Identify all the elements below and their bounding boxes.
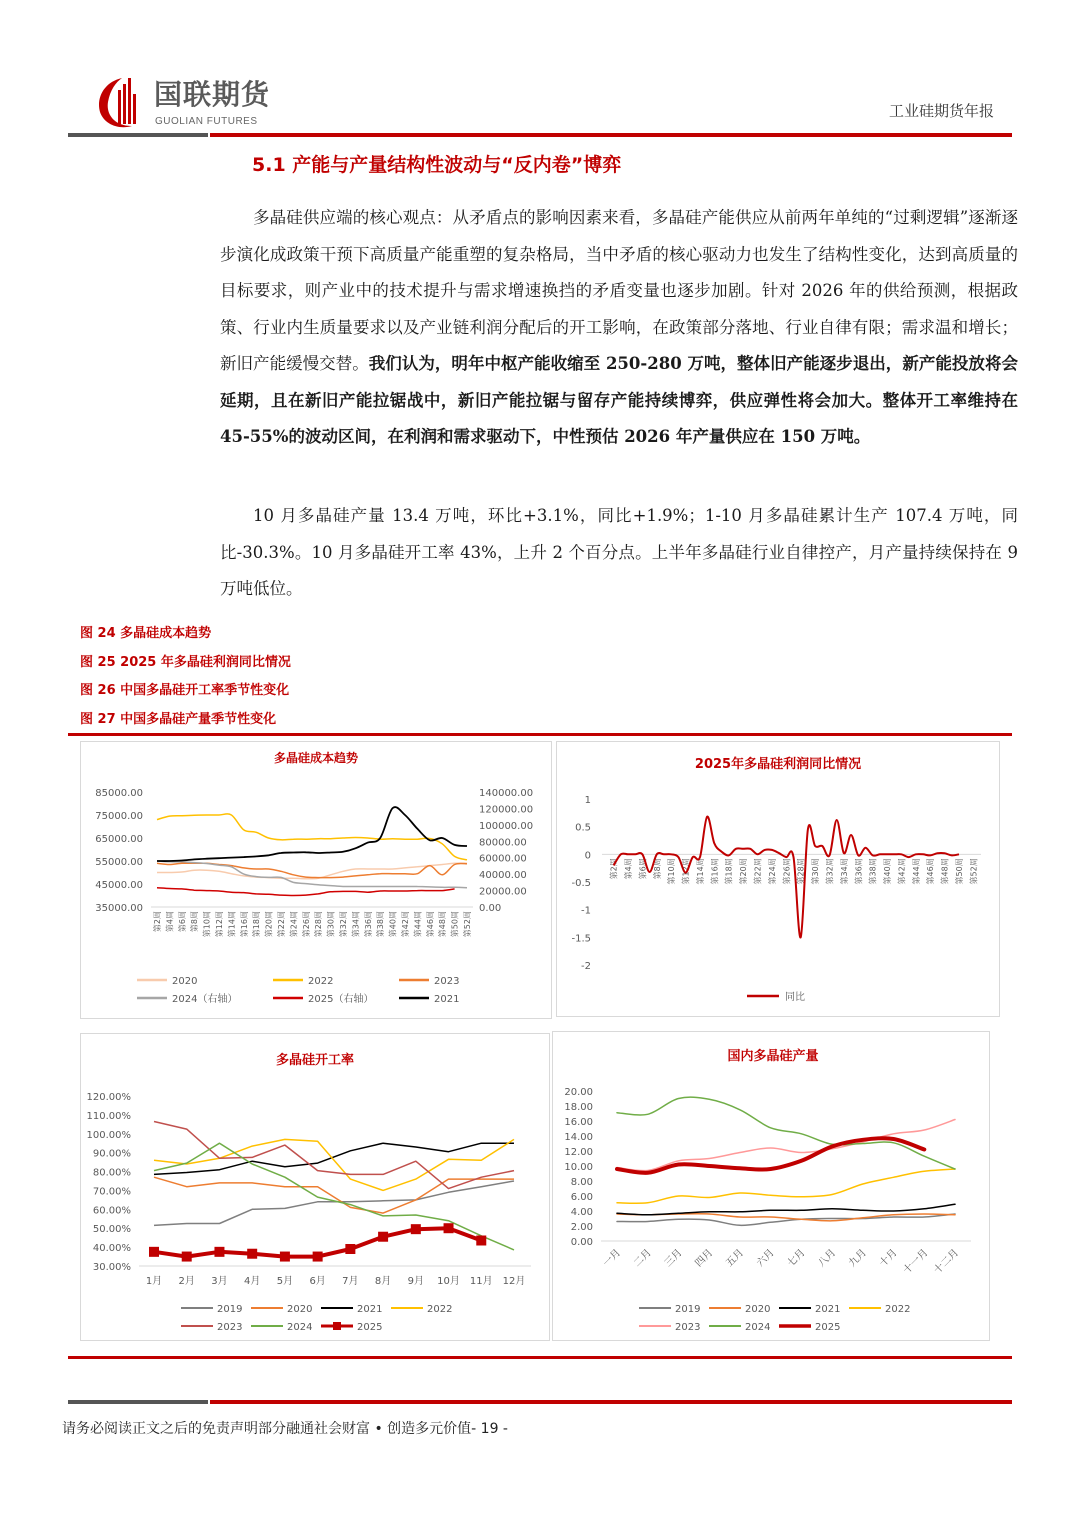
x-axis-tick: 第46周 bbox=[425, 911, 435, 938]
right-axis-tick: 140000.00 bbox=[479, 788, 534, 799]
y-axis-tick: 18.00 bbox=[564, 1102, 593, 1113]
x-axis-tick: 第36周 bbox=[363, 911, 373, 938]
x-axis-tick: 第14周 bbox=[696, 858, 705, 885]
x-axis-tick: 十月 bbox=[877, 1247, 900, 1270]
right-axis-tick: 120000.00 bbox=[479, 804, 534, 816]
x-axis-tick: 三月 bbox=[662, 1247, 685, 1270]
x-axis-tick: 八月 bbox=[816, 1247, 839, 1270]
x-axis-tick: 第26周 bbox=[782, 858, 792, 885]
x-axis-tick: 一月 bbox=[601, 1247, 624, 1270]
x-axis-tick: 十二月 bbox=[932, 1247, 962, 1277]
x-axis-tick: 第34周 bbox=[351, 911, 361, 938]
x-axis-tick: 第16周 bbox=[239, 911, 249, 938]
x-axis-tick: 第52周 bbox=[969, 858, 979, 885]
x-axis-tick: 第12周 bbox=[215, 911, 224, 938]
legend-label: 2022 bbox=[308, 976, 334, 987]
legend-label: 2020 bbox=[745, 1304, 771, 1315]
data-point-marker bbox=[345, 1244, 355, 1254]
x-axis-tick: 第30周 bbox=[326, 911, 336, 938]
y-axis-tick: 60.00% bbox=[92, 1205, 131, 1217]
x-axis-tick: 第32周 bbox=[339, 911, 348, 938]
legend-label: 2020 bbox=[172, 976, 198, 987]
data-point-marker bbox=[444, 1223, 454, 1233]
y-axis-tick: -1.5 bbox=[571, 933, 591, 945]
x-axis-tick: 第4周 bbox=[165, 911, 175, 933]
x-axis-tick: 6月 bbox=[309, 1276, 326, 1287]
x-axis-tick: 第20周 bbox=[739, 858, 749, 885]
x-axis-tick: 第40周 bbox=[883, 858, 892, 885]
right-axis-tick: 80000.00 bbox=[479, 837, 527, 849]
paragraph-2-text: 10 月多晶硅产量 13.4 万吨，环比+3.1%，同比+1.9%；1-10 月多晶硅累计生产 107.4 万吨，同比-30.3%。10 月多晶硅开工率 43%，上升 2 个百分点。上半年多晶硅行业自律控产，月产量持续保持在 9 万吨低位。 bbox=[220, 506, 1018, 598]
legend-label: 2025（右轴） bbox=[308, 994, 374, 1005]
x-axis-tick: 第28周 bbox=[314, 911, 324, 938]
figure-caption-27: 图 27 中国多晶硅产量季节性变化 bbox=[80, 711, 277, 727]
x-axis-tick: 六月 bbox=[754, 1247, 777, 1270]
series-line-2022 bbox=[154, 1139, 514, 1190]
x-axis-tick: 第38周 bbox=[868, 858, 878, 885]
x-axis-tick: 第38周 bbox=[376, 911, 386, 938]
x-axis-tick: 第48周 bbox=[940, 858, 950, 885]
legend-label: 同比 bbox=[785, 992, 805, 1003]
x-axis-tick: 第48周 bbox=[438, 911, 448, 938]
series-line-2025（右轴） bbox=[157, 888, 455, 896]
left-axis-tick: 45000.00 bbox=[95, 880, 143, 891]
x-axis-tick: 第30周 bbox=[811, 858, 821, 885]
legend-label: 2024 bbox=[745, 1322, 771, 1333]
figure-caption-25: 图 25 2025 年多晶硅利润同比情况 bbox=[80, 654, 291, 670]
right-axis-tick: 100000.00 bbox=[479, 820, 534, 832]
logo-english-name: GUOLIAN FUTURES bbox=[155, 116, 258, 127]
chart-title: 国内多晶硅产量 bbox=[727, 1049, 819, 1064]
report-name: 工业硅期货年报 bbox=[888, 102, 994, 120]
x-axis-tick: 十一月 bbox=[901, 1247, 931, 1277]
data-point-marker bbox=[378, 1232, 388, 1242]
x-axis-tick: 第26周 bbox=[301, 911, 311, 938]
footer-divider-red bbox=[210, 1400, 1012, 1404]
right-axis-tick: 20000.00 bbox=[479, 886, 527, 898]
legend-label: 2023 bbox=[217, 1322, 243, 1333]
x-axis-tick: 1月 bbox=[145, 1276, 163, 1287]
series-line-2023 bbox=[617, 1120, 955, 1171]
chart-operating-rate bbox=[80, 1033, 550, 1341]
x-axis-tick: 第18周 bbox=[724, 858, 734, 885]
paragraph-1-text: 多晶硅供应端的核心观点：从矛盾点的影响因素来看，多晶硅产能供应从前两年单纯的“过剩逻辑”逐渐逐步演化成政策干预下高质量产能重塑的复杂格局，当中矛盾的核心驱动力也发生了结构性变化，达到高质量的目标要求，则产业中的技术提升与需求增速换挡的矛盾变量也逐步加剧。针对 2026 年的供给预测，根据政策、行业内生质量要求以及产业链利润分配后的开工影响，在政策部分落地、行业自律有限；需求温和增长；新旧产能缓慢交替。 bbox=[220, 208, 1018, 373]
x-axis-tick: 第22周 bbox=[277, 911, 286, 938]
x-axis-tick: 12月 bbox=[502, 1276, 526, 1287]
x-axis-tick: 第10周 bbox=[202, 911, 212, 938]
legend-label: 2019 bbox=[217, 1304, 243, 1315]
y-axis-tick: 1 bbox=[584, 795, 591, 806]
x-axis-tick: 第20周 bbox=[264, 911, 274, 938]
data-point-marker bbox=[411, 1224, 421, 1234]
y-axis-tick: 10.00 bbox=[564, 1162, 593, 1173]
y-axis-tick: 12.00 bbox=[564, 1147, 593, 1158]
left-axis-tick: 75000.00 bbox=[95, 811, 143, 822]
chart-cost-trend bbox=[80, 741, 552, 1019]
left-axis-tick: 85000.00 bbox=[95, 788, 143, 799]
series-line-2021 bbox=[617, 1204, 955, 1215]
figures-bottom-rule bbox=[68, 1356, 1012, 1359]
series-line-2022 bbox=[617, 1169, 955, 1203]
legend-label: 2025 bbox=[357, 1322, 383, 1333]
y-axis-tick: 0.00 bbox=[570, 1237, 593, 1248]
x-axis-tick: 第42周 bbox=[401, 911, 410, 938]
legend-label: 2023 bbox=[434, 976, 460, 987]
chart-profit-yoy bbox=[556, 741, 1000, 1017]
chart-title: 多晶硅成本趋势 bbox=[273, 751, 359, 765]
legend-label: 2024 bbox=[287, 1322, 313, 1333]
y-axis-tick: 110.00% bbox=[86, 1110, 131, 1122]
chart-production bbox=[552, 1031, 990, 1341]
figure-caption-24: 图 24 多晶硅成本趋势 bbox=[80, 626, 212, 641]
x-axis-tick: 二月 bbox=[631, 1247, 654, 1270]
legend-label: 2019 bbox=[675, 1304, 701, 1315]
data-point-marker bbox=[182, 1252, 192, 1262]
series-line-2025 bbox=[617, 1138, 924, 1173]
x-axis-tick: 11月 bbox=[469, 1276, 493, 1287]
left-axis-tick: 65000.00 bbox=[95, 834, 143, 845]
y-axis-tick: 30.00% bbox=[92, 1262, 131, 1273]
y-axis-tick: 8.00 bbox=[570, 1177, 593, 1188]
y-axis-tick: 14.00 bbox=[564, 1132, 593, 1143]
body-paragraph-2 bbox=[220, 498, 1018, 608]
x-axis-tick: 第24周 bbox=[767, 858, 777, 885]
series-line-2020 bbox=[154, 1177, 514, 1213]
x-axis-tick: 第42周 bbox=[897, 858, 907, 885]
figure-caption-26: 图 26 中国多晶硅开工率季节性变化 bbox=[80, 683, 290, 698]
logo-chinese-name: 国联期货 bbox=[154, 78, 271, 111]
legend-marker bbox=[333, 1322, 341, 1330]
x-axis-tick: 第24周 bbox=[289, 911, 299, 938]
x-axis-tick: 第8周 bbox=[190, 911, 200, 933]
x-axis-tick: 第34周 bbox=[839, 858, 849, 885]
y-axis-tick: 120.00% bbox=[86, 1092, 131, 1103]
y-axis-tick: 80.00% bbox=[92, 1167, 131, 1179]
x-axis-tick: 第32周 bbox=[825, 858, 835, 885]
x-axis-tick: 第16周 bbox=[710, 858, 720, 885]
data-point-marker bbox=[476, 1236, 486, 1246]
x-axis-tick: 第4周 bbox=[624, 858, 633, 880]
x-axis-tick: 2月 bbox=[178, 1276, 195, 1287]
right-axis-tick: 40000.00 bbox=[479, 870, 527, 882]
y-axis-tick: 16.00 bbox=[564, 1117, 593, 1128]
x-axis-tick: 四月 bbox=[693, 1247, 716, 1270]
figure-caption-list bbox=[80, 620, 291, 734]
section-title: 5.1 产能与产量结构性波动与“反内卷”博弈 bbox=[252, 154, 622, 176]
header-divider-red bbox=[210, 133, 1012, 137]
footer-divider-gray bbox=[68, 1400, 208, 1404]
x-axis-tick: 第2周 bbox=[153, 911, 162, 933]
x-axis-tick: 第50周 bbox=[955, 858, 964, 885]
x-axis-tick: 4月 bbox=[243, 1276, 261, 1287]
data-point-marker bbox=[247, 1249, 257, 1259]
y-axis-tick: 2.00 bbox=[570, 1222, 593, 1233]
chart-title: 多晶硅开工率 bbox=[275, 1053, 355, 1068]
series-line-2019 bbox=[617, 1214, 955, 1225]
x-axis-tick: 8月 bbox=[374, 1276, 392, 1287]
legend-label: 2024（右轴） bbox=[172, 994, 238, 1005]
y-axis-tick: 0 bbox=[584, 850, 591, 862]
legend-label: 2021 bbox=[815, 1304, 841, 1315]
guolian-logo-icon bbox=[92, 74, 152, 130]
x-axis-tick: 第44周 bbox=[911, 858, 921, 885]
x-axis-tick: 第40周 bbox=[388, 911, 398, 938]
footer-disclaimer: 请务必阅读正文之后的免责声明部分融通社会财富 • 创造多元价值- 19 - bbox=[62, 1421, 508, 1437]
y-axis-tick: 90.00% bbox=[92, 1148, 131, 1160]
x-axis-tick: 第28周 bbox=[796, 858, 806, 885]
legend-label: 2021 bbox=[357, 1304, 383, 1315]
y-axis-tick: -0.5 bbox=[571, 878, 591, 889]
x-axis-tick: 第36周 bbox=[854, 858, 864, 885]
x-axis-tick: 第52周 bbox=[463, 911, 472, 938]
y-axis-tick: 50.00% bbox=[92, 1224, 131, 1236]
y-axis-tick: 6.00 bbox=[570, 1192, 593, 1203]
x-axis-tick: 第18周 bbox=[252, 911, 262, 938]
x-axis-tick: 7月 bbox=[342, 1276, 359, 1287]
left-axis-tick: 35000.00 bbox=[95, 903, 143, 914]
x-axis-tick: 九月 bbox=[847, 1247, 869, 1270]
paragraph-1-conclusion: 我们认为，明年中枢产能收缩至 250-280 万吨，整体旧产能逐步退出，新产能投放将会延期，且在新旧产能拉锯战中，新旧产能拉锯与留存产能持续博弈，供应弹性将会加大。整体开工率维持在 45-55%的波动区间，在利润和需求驱动下，中性预估 2026 年产量供应在 150 万吨。 bbox=[220, 354, 1018, 446]
y-axis-tick: -1 bbox=[581, 905, 591, 917]
left-axis-tick: 55000.00 bbox=[95, 857, 143, 868]
legend-label: 2020 bbox=[287, 1304, 313, 1315]
x-axis-tick: 3月 bbox=[211, 1276, 228, 1287]
x-axis-tick: 9月 bbox=[407, 1276, 425, 1287]
body-paragraph-1 bbox=[220, 200, 1018, 456]
data-point-marker bbox=[149, 1247, 159, 1257]
right-axis-tick: 0.00 bbox=[479, 903, 502, 914]
y-axis-tick: 20.00 bbox=[564, 1087, 593, 1098]
series-line-2019 bbox=[154, 1181, 514, 1225]
x-axis-tick: 5月 bbox=[276, 1276, 294, 1287]
x-axis-tick: 第50周 bbox=[450, 911, 460, 938]
legend-label: 2023 bbox=[675, 1322, 701, 1333]
x-axis-tick: 七月 bbox=[785, 1247, 808, 1270]
legend-label: 2021 bbox=[434, 994, 460, 1005]
x-axis-tick: 第44周 bbox=[413, 911, 423, 938]
x-axis-tick: 第14周 bbox=[227, 911, 237, 938]
x-axis-tick: 10月 bbox=[437, 1276, 460, 1287]
x-axis-tick: 第6周 bbox=[177, 911, 187, 933]
legend-label: 2022 bbox=[885, 1304, 911, 1315]
y-axis-tick: 0.5 bbox=[575, 822, 591, 834]
header-divider-gray bbox=[68, 133, 208, 137]
x-axis-tick: 第22周 bbox=[753, 858, 763, 885]
x-axis-tick: 第2周 bbox=[609, 858, 619, 880]
y-axis-tick: 100.00% bbox=[86, 1129, 131, 1141]
x-axis-tick: 第8周 bbox=[652, 858, 662, 880]
x-axis-tick: 五月 bbox=[724, 1247, 747, 1270]
chart-title: 2025年多晶硅利润同比情况 bbox=[694, 757, 862, 772]
y-axis-tick: 4.00 bbox=[570, 1207, 593, 1218]
x-axis-tick: 第10周 bbox=[667, 858, 677, 885]
legend-label: 2025 bbox=[815, 1322, 841, 1333]
legend-label: 2022 bbox=[427, 1304, 453, 1315]
x-axis-tick: 第46周 bbox=[926, 858, 936, 885]
y-axis-tick: 40.00% bbox=[92, 1243, 131, 1255]
right-axis-tick: 60000.00 bbox=[479, 853, 527, 865]
data-point-marker bbox=[313, 1252, 323, 1262]
data-point-marker bbox=[280, 1252, 290, 1262]
y-axis-tick: -2 bbox=[581, 961, 591, 972]
y-axis-tick: 70.00% bbox=[92, 1186, 131, 1198]
figures-top-rule bbox=[68, 733, 1012, 736]
x-axis-tick: 第6周 bbox=[638, 858, 648, 880]
series-line-2024（右轴） bbox=[157, 861, 467, 888]
x-axis-tick: 第12周 bbox=[681, 858, 691, 885]
data-point-marker bbox=[214, 1247, 224, 1257]
